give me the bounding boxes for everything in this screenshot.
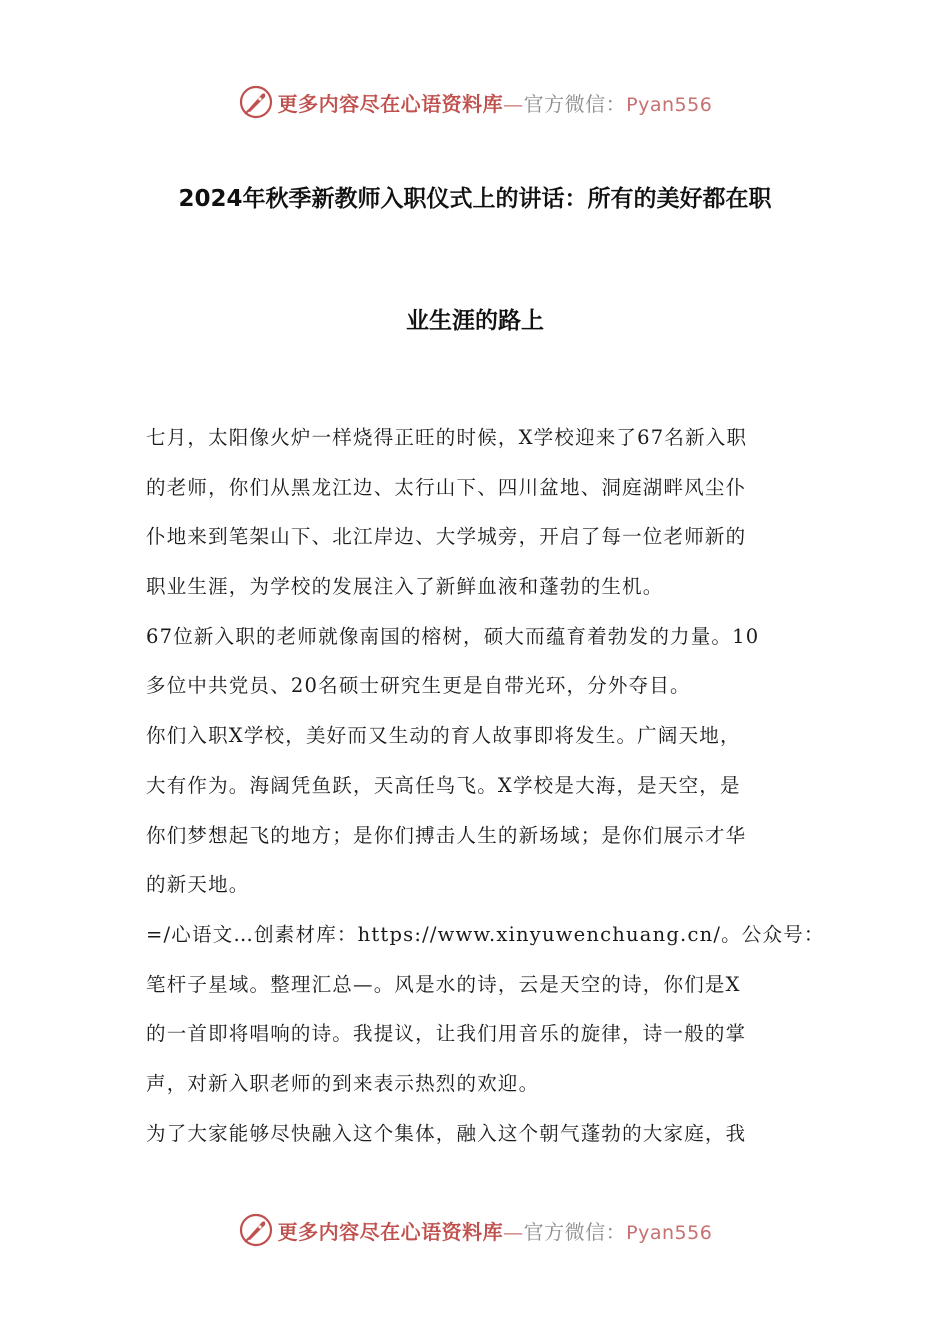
body-line: 多位中共党员、20名硕士研究生更是自带光环，分外夺目。 [146, 674, 691, 698]
banner-dash: — [503, 1219, 524, 1244]
banner-text [278, 88, 713, 117]
body-line-source-link: =/心语文…创素材库：https://www.xinyuwenchuang.cn/。公众号： [146, 922, 825, 946]
document-body [146, 413, 825, 1158]
quill-logo-icon [238, 1212, 274, 1248]
banner-wechat-handle: Pyan556 [626, 1221, 713, 1244]
banner-brand: 更多内容尽在心语资料库 [277, 91, 504, 116]
document-title-line-1: 2024年秋季新教师入职仪式上的讲话：所有的美好都在职 [178, 186, 772, 212]
body-line: 笔杆子星域。整理汇总—。风是水的诗，云是天空的诗，你们是X [146, 972, 741, 996]
banner-text [278, 1216, 713, 1245]
quill-logo-icon [238, 84, 274, 120]
body-line: 的新天地。 [146, 873, 250, 897]
banner-official-label: 官方微信： [523, 1219, 627, 1244]
banner-wechat-handle: Pyan556 [626, 93, 713, 116]
body-line: 为了大家能够尽快融入这个集体，融入这个朝气蓬勃的大家庭，我 [146, 1121, 747, 1145]
body-line: 大有作为。海阔凭鱼跃，天高任鸟飞。X学校是大海，是天空，是 [146, 773, 741, 797]
body-line: 七月，太阳像火炉一样烧得正旺的时候，X学校迎来了67名新入职 [146, 426, 748, 449]
document-title-line-2: 业生涯的路上 [406, 308, 544, 334]
body-line: 的一首即将唱响的诗。我提议，让我们用音乐的旋律，诗一般的掌 [146, 1022, 747, 1046]
banner-official-label: 官方微信： [523, 91, 627, 116]
body-line: 仆地来到笔架山下、北江岸边、大学城旁，开启了每一位老师新的 [146, 525, 747, 549]
body-line: 的老师，你们从黑龙江边、太行山下、四川盆地、洞庭湖畔风尘仆 [146, 475, 747, 499]
footer-watermark-banner [0, 1208, 950, 1252]
body-line: 你们梦想起飞的地方；是你们搏击人生的新场域；是你们展示才华 [146, 823, 747, 847]
banner-dash: — [503, 91, 524, 116]
banner-brand: 更多内容尽在心语资料库 [277, 1219, 504, 1244]
header-watermark-banner [0, 80, 950, 124]
body-line: 职业生涯，为学校的发展注入了新鲜血液和蓬勃的生机。 [146, 575, 664, 599]
body-line: 67位新入职的老师就像南国的榕树，硕大而蕴育着勃发的力量。10 [146, 624, 760, 648]
body-line: 声，对新入职老师的到来表示热烈的欢迎。 [146, 1071, 540, 1095]
body-line: 你们入职X学校，美好而又生动的育人故事即将发生。广阔天地， [146, 724, 741, 748]
